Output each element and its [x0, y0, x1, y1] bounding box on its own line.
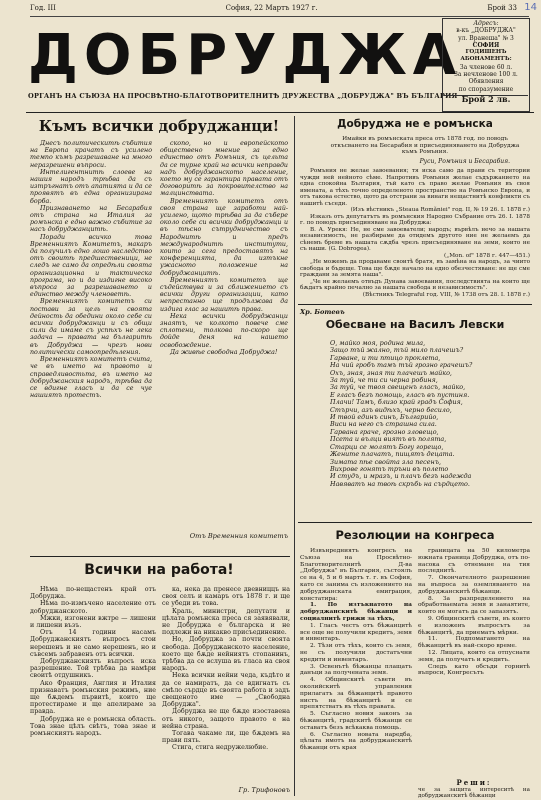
article2-paragraph: Нѣма по-измъчено население отъ добруджанското. [30, 600, 156, 615]
poem-stanza [330, 370, 530, 400]
poem-line: Жените плачатъ, пищятъ децата. [330, 450, 455, 459]
article3-rule [298, 304, 532, 305]
article3-paragraph: („Mon. of" 1878 г. 447—451.) [444, 252, 530, 259]
article4-item: 6. Съгласно новата наредба, цѣлата имотъ на добруджанскитѣ бѣжанци отъ края [300, 731, 412, 752]
article3-paragraph: (Вѣстникъ Telegraful год. VIII, № 1738 отъ 28. I. 1878 г.) [362, 291, 530, 298]
address-label: Адресъ: [473, 20, 499, 27]
article4-item: 5. Съгласно новия законъ за бѣжанцитѣ, градскитѣ бѣжанци се оставатъ безъ всѣкаква помощь. [300, 711, 412, 731]
article2-paragraph: Нека всички нейни чеда, къдѣто и да се намиратъ, да се вдигнатъ съ смѣло сърдце въ своята работа и задъ свещеното име — „Свободна Добруджа". [162, 672, 290, 709]
article3-quote: Имайки въ ромънската преса отъ 1878 год. по поводъ откъсването на Бесарабия и присъединяването на Добруджа къмъ Ромъния. [330, 136, 520, 156]
poem-line: Псета и вълци виятъ въ полята, [330, 435, 447, 444]
poem-line: Навяватъ на твоѣ скръбь на сърдцето. [330, 479, 470, 488]
article4-item: 9. Общинскитѣ съвети, въ които е изложенъ въпросътъ за бѣжанцитѣ, да приематъ мѣрки. [418, 615, 530, 636]
article4-item: 7. Окончателното разрешение на въпроса за оземляването на добруджанскитѣ бѣжанци. [418, 575, 530, 595]
article2-title: Всички на работа! [84, 562, 234, 578]
poem-line: Е гласъ безъ помощь, гласъ въ пустиня. [330, 390, 470, 399]
subscription-line: За нечленове 100 л. [454, 71, 518, 79]
poem-line: За туй, че твоя свещенъ гласъ, майко, [330, 383, 466, 392]
poem-line: И твой единъ синъ, Българийо, [330, 413, 439, 422]
article1-col1 [30, 140, 152, 555]
article3-paragraph: В. А. Урекя: Не, не сме завоеватели; народъ; вървѣлъ нечо за нашата независимость, не разбираме да отидемъ другото ние не желаемъ да сѣнемъ бреме въ нашата сѫдба чрезъ присъединяване на земи, които не съ наши. (G. Dobrogea). [300, 226, 530, 252]
poem-line: Стърчи, азъ видѣхъ, черно бесило, [330, 405, 452, 414]
article4-item: 1. Гласъ честъ отъ бѣжанцитѣ все още не получили кредитъ, земя и инвентаръ. [300, 622, 412, 643]
article1-signature: Отъ Временния комитетъ [189, 532, 288, 540]
article3-paragraph: (Изъ вѣстникъ „Steaua Romăniei" год. II, № 19 26. I. 1878 г.) [350, 207, 530, 213]
article2-col2 [162, 586, 290, 784]
subscription-line: Обявления [468, 78, 504, 86]
article1-paragraph: Да живѣе свободна Добруджа! [170, 348, 278, 356]
poem-stanza [330, 429, 530, 459]
article1-title: Къмъ всички добруджанци! [38, 118, 280, 135]
article1-paragraph: Временниятъ комитетъ ще съдействува и за сближението съ всички други организации, като непрестанно ще продължава да издига глас за нашитѣ права. [160, 276, 288, 313]
article4-intro: Извънредниятъ конгресъ на Съюза на Просвѣтно-Благотворителнитѣ Д-ва „Добруджа" въ България, състоялъ се на 4, 5 и 6 мартъ т. г. въ София, като се занима съ изложението на добруджанската емиграция, констатира: [300, 548, 412, 602]
poem-line: Гарвана грачe, грозно зловещо, [330, 427, 439, 436]
address-line: ул. Вранеша" № 3 [458, 34, 514, 42]
article4-col1 [300, 548, 412, 796]
address-line: СОФИЯ [472, 41, 500, 49]
poem-title: Обесване на Василъ Левски [325, 318, 505, 331]
article4-item: 3. Освенътѣ бѣжанцы плащатъ данъци за получената земя. [300, 663, 412, 677]
issue-price: Брой 2 лв. [444, 95, 528, 103]
poem-line: Охъ, зная, зная ти плачешъ майко, [330, 368, 452, 377]
poem-line: Защо тъй жално, тъй мило плачешъ? [330, 346, 464, 355]
article2-col1 [30, 586, 156, 796]
article4-item: 12. Лицата, които са отпуснати земя, да получатъ и кредитъ. [418, 649, 530, 663]
article1-paragraph: скопо, но и европейското обществено мнение за едно единство отъ Ромъния, съ цельта да се турне край на всички неправди надъ добруджанското население, което му се гарантира правата отъ договоритѣ за покровителство на малцинствата. [160, 140, 288, 198]
handwritten-number: 14 [524, 2, 537, 13]
dateline: София, 22 Мартъ 1927 г. [225, 4, 318, 12]
article2-paragraph: Добруджа не ще бѫде изоставена отъ никого, защото правото е на нейна страна. [162, 708, 290, 730]
article2-paragraph: Стига, стига недружелюбие. [172, 744, 269, 752]
article4-item: 1. По изтъкнатото на добруджанскитѣ бѣжанци и социалнитѣ грижи за тѣхъ, [300, 601, 412, 622]
poem-stanza [330, 459, 530, 489]
masthead-rule [26, 112, 534, 113]
poem-stanza [330, 340, 530, 370]
article1-paragraph: Временниятъ комитетъ счита, че въ името на правото и справедливостьта, въ името на добруджанския народъ, трѣбва да се вдигне гласъ и да се чуе нашиятъ протестъ. [30, 356, 152, 400]
article2-paragraph: Мжки, изгонени вжтре — лишени и лишени възъ. [30, 614, 156, 630]
article1-paragraph: Днесъ политическитѣ събития на Европа крачатъ съ усилено темпо къмъ разрешаване на много неразрешени въпроси. [30, 140, 152, 169]
poem-line: На чий гробъ тамъ тъй грозно грачешъ? [330, 361, 473, 370]
article3-paragraph: „Че не желаемъ отвъдъ Дунава завоевания, последствията на които ще бѫдатъ крайно печално за нашата свобода и независимость". [300, 278, 530, 291]
year-label: Год. III [30, 4, 56, 12]
article4-item: 8. За разпределението на обработваемата земя и занаятите, които не могатъ да се запазятъ. [418, 595, 530, 616]
article2-paragraph: Отъ 14 години насамъ Добруджанскиятъ въпросъ стои нерешенъ и не само нерешенъ, но и съвсемъ забравенъ отъ всички. [30, 629, 156, 658]
column-rule [294, 116, 295, 796]
article2-paragraph: ка, нека да пренесе двевниццъ на своя селъ и камаръ отъ 1878 г. и ще се убеди въ това. [162, 586, 290, 608]
article2-paragraph: Но, Добруджа за почти своята свобода. Добруджанското население, което ще бѫде нейниятъ стопанинъ, трѣбва да се вслуша въ гласа на своя народъ. [162, 636, 290, 673]
poem-rule [298, 522, 532, 523]
article2-paragraph: Тогава чакаме ли, ще бѫдемъ на прави пять. [162, 730, 290, 745]
article4-decision-text: че за защита интереситѣ на добруджанскитѣ бѣжанци [418, 787, 530, 799]
article2-paragraph: Нѣма по-нещастенъ край отъ Добруджа. [30, 586, 156, 601]
article4-item: 2. Тѣзи отъ тѣхъ, които съ земя, не съ получили достатъчни кредити и инвентаръ. [300, 643, 412, 663]
masthead-tagline: ОРГАНЪ НА СЪЮЗА НА ПРОСВѢТНО-БЛАГОТВОРИТЕЛНИТѢ ДРУЖЕСТВА „ДОБРУДЖА" ВЪ БЪЛГАРИЯ [28, 92, 458, 100]
subscription-label: ГОДИШЕНЪ АБОНАМЕНТЪ: [460, 49, 512, 63]
subscription-line: по споразумение [458, 85, 514, 93]
issue-number: Брой 33 [487, 4, 517, 12]
article1-paragraph: Временниятъ комитетъ отъ своя страна ще заработи най-усилено, щото трѣбва за да събере около себе си всички добруджанци и въ тѣсно сътрудничество съ Народнитѣ и предъ международнитѣ институти, които за сега предоставятъ на конференцията, да изтъкне ужасното положение на добруджанцитѣ. [160, 197, 288, 277]
article2-paragraph: Ако Франция, Англия и Италия признаватъ ромънския режимъ, ние ще бѫдемъ първитѣ, които ще протестираме и ще апелираме за правда. [30, 679, 156, 716]
article1-paragraph: Нека всички добруджанци знаятъ, че колкото повече сме сплотени, толкова по-скоро ще дойде деня на нашето освобождение. [160, 312, 288, 349]
article4-item: Следъ като обсъди горнитѣ въпроси, Конгресътъ [418, 663, 530, 677]
article3-body [300, 168, 530, 301]
article2-signature: Гр. Трифоновъ [238, 786, 290, 794]
article1-paragraph: Признаването на Бесарабия отъ страна на Италия за ромънска е едно важно събитие за насъ добруджанцитѣ. [30, 204, 152, 234]
article4-item: границата на 50 километра южната граница Добруджа, отъ по-насока съ отнемане на тия последнитѣ. [418, 548, 530, 575]
poem-line: Старци се молятъ Богу горещо, [330, 442, 444, 451]
article3-quote-source: Руси, Ромъния и Бесарабия. [419, 158, 510, 165]
poem-line: За туй, че ти си черна робиня, [330, 376, 438, 385]
poem-line: Зимата пѣе свойта зла песенъ, [330, 457, 441, 466]
poem-line: Виси на него съ страшна сила. [330, 420, 437, 429]
article3-title: Добруджа не е ромънска [337, 118, 493, 130]
article1-paragraph: Поради всичко това Временниятъ Комитетъ, макаръ да получилъ едно лошо наследство отъ своитѣ предшественици, не следъ не само да опредѣли своята организационна и тактическа програма, но и да издигне високо въпроса за разрешаването и единство между членоветѣ. [30, 233, 152, 299]
poem-body [330, 340, 530, 518]
poem-line: И студъ, и мразъ, и плачъ безъ надежда [330, 472, 472, 481]
article2-rule [30, 556, 290, 557]
poem-line: Вихрове гонятъ тръни въ полето [330, 464, 449, 473]
article4-decision-label: Реши: [456, 778, 492, 787]
address-line: в-къ „ДОБРУДЖА" [456, 27, 516, 35]
subscription-box [442, 18, 530, 112]
article1-col2 [160, 140, 288, 528]
poem-line: Плачи! Тамъ, близо край градъ София, [330, 398, 463, 407]
article4-title: Резолюции на конгреса [335, 528, 495, 542]
article3-paragraph: „Не можемъ да продаваме своитѣ братя, въ замѣна на народъ, за чиито свобода и бъдеще. Това ще бѫде начало на едно обезчестяване: не ще сме граждани за земята наша". [300, 259, 530, 278]
poem-line: Гарване, и ти птицо проклета, [330, 353, 441, 362]
article1-paragraph: Интелигентнитѣ слоеве на нашия народъ трѣбва да съ изтръгнатъ отъ апатията и да се проявятъ въ една организирана борба. [30, 168, 152, 205]
article2-paragraph: Краль, министри, депутати и цѣлата ромънска преса ся заявявали, не Добруджа е българска и не подлежи на никакво присъединение. [162, 607, 290, 637]
article4-col2 [418, 548, 530, 778]
article3-paragraph: Ромъния не желае завоевания; тя иска само да прави съ територии чужди ней нейното сѣме. Напротивъ Ромъния желае съдържанието на една спокойна България, тъй като съ право желае Ромъния въ своя имената, а тѣхъ точно определеното пространство на Ромънско Европа, и отъ такова естество, щото да отстрани за винаги нещастнитѣ конфликти съ нашитѣ съседи. [300, 168, 530, 207]
article2-paragraph: Добруджа не е ромънска область. Това знае цѣлъ свѣтъ, това знае и ромънскиятъ народъ. [30, 715, 156, 738]
article4-item: 11. Подпомагането на бѣжанцитѣ въ най-скоро време. [418, 636, 530, 650]
article1-paragraph: Временниятъ комитетъ си постави за цель на своята дейность да обедини около себе си всички добруджанци и съ общи сили да имаме съ успѣхъ не лека задача — правата на българитѣ въ Добруджа — чрезъ нови политически самоопредѣления. [30, 298, 152, 356]
article4-item: 4. Общинскитѣ съвети въ околийскитѣ управления прилагатъ за бѣжанцитѣ правото нистъ на бѣжанцитѣ и се препятстватъ въ тѣхъ правата. [300, 677, 412, 711]
article2-paragraph: Добруджанскиятъ въпросъ иска разрешение. Той трѣбва да намѣри своитѣ отдушникъ. [30, 658, 156, 680]
masthead-title: ДОБРУДЖА [28, 23, 463, 88]
article3-paragraph: Изказъ отъ депутатътъ въ ромънския Народно Събрание отъ 26. I. 1878 г. по поводъ присъединяване на Добруджа: [300, 213, 530, 226]
header-strip [30, 4, 529, 17]
poem-stanza [330, 399, 530, 429]
poem-line: О, майко моя, родина мила, [330, 340, 426, 347]
poem-author: Хр. Ботевъ [300, 308, 345, 316]
subscription-line: За членове 60 л. [459, 63, 513, 71]
